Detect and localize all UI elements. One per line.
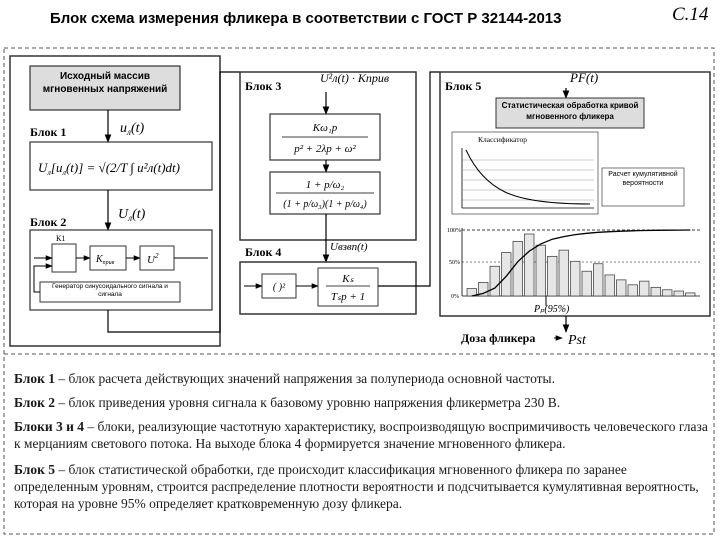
block4-label: Блок 4	[245, 245, 282, 259]
block2-signal: $U_л(t)$	[118, 207, 146, 223]
block1-signal: $u_л(t)$	[120, 121, 145, 137]
histogram-bar	[640, 281, 650, 296]
desc-block1: Блок 1 – блок расчета действующих значений напряжения за полупериода основной частоты.	[14, 371, 556, 386]
classifier-levels	[462, 160, 594, 200]
switch-k1	[52, 244, 76, 272]
generator-label: Генератор синусоидального сигнала и сигнала	[52, 283, 168, 298]
classifier-box	[452, 132, 598, 214]
histogram-bar	[594, 264, 604, 296]
ytick-0: 0%	[451, 294, 459, 300]
histogram-bar	[502, 253, 512, 296]
histogram-bar	[663, 290, 673, 296]
tf2-den: (1 + p/ω₃)(1 + p/ω₄)	[283, 199, 367, 210]
histogram-bar	[490, 266, 500, 296]
pf-label: PF(t)	[570, 70, 599, 85]
desc-block2: Блок 2 – блок приведения уровня сигнала к базовому уровню напряжения фликерметра 230 В.	[14, 395, 561, 410]
block3-label: Блок 3	[245, 79, 282, 93]
tf1-num: Kω₁p	[312, 122, 338, 134]
histogram-bar	[582, 271, 592, 296]
block4-tf-num: Kₛ	[342, 273, 354, 285]
block4-square-label: ( )²	[272, 282, 286, 293]
desc-block3-4: Блоки 3 и 4 – блоки, реализующие частотную характеристику, воспроизводящую воспримичивость человеческого глаза к мерцаниям светового потока. На выходе блока 4 формируется значение мгновенного фликера.	[14, 419, 708, 451]
ytick-50: 50%	[449, 260, 460, 266]
histogram	[447, 228, 700, 300]
histogram-bar	[571, 261, 581, 296]
block1-formula: $U_л[u_л(t)] = √(2/T$ ∫ u²л(t)dt)	[38, 160, 180, 177]
page-number: С.14	[672, 4, 709, 25]
cumulative-label: Расчет кумулятивной вероятности	[608, 171, 678, 187]
pst-label: Pst	[568, 333, 586, 348]
histogram-bar	[513, 241, 523, 296]
stat-title: Статистическая обработка кривой мгновенного фликера	[501, 101, 639, 121]
histogram-bar	[605, 275, 615, 296]
dose-label: Доза фликера	[461, 331, 536, 345]
block4-input: Uвзвп(t)	[330, 241, 368, 253]
tf2-num: 1 + p/ω₂	[305, 179, 345, 191]
histogram-bar	[686, 293, 696, 296]
block1-label: Блок 1	[30, 125, 67, 139]
kprive-label: $K_{прив}$	[96, 254, 115, 266]
square-label: $U^2$	[147, 252, 159, 266]
classifier-curve	[466, 150, 590, 204]
histogram-bar	[559, 250, 569, 296]
page-title: Блок схема измерения фликера в соответствии с ГОСТ Р 32144-2013	[50, 10, 562, 27]
block4-tf-den: Tₛp + 1	[330, 291, 366, 303]
k1-label: К1	[56, 234, 66, 243]
tf1-den: p² + 2λp + ω²	[294, 143, 356, 155]
block3-frame	[240, 72, 416, 240]
block2-label: Блок 2	[30, 215, 67, 229]
ytick-100: 100%	[447, 228, 461, 234]
histogram-bar	[674, 291, 684, 296]
histogram-bar	[617, 280, 627, 296]
block5-label: Блок 5	[445, 79, 482, 93]
desc-block5: Блок 5 – блок статистической обработки, где происходит классификация мгновенного фликера по заранее определенным уровням, строится распределение плотности вероятности и подсчитывается кумулятивная вероятность, которая на уровне 95% определяет кратковременную дозу фликера.	[14, 462, 699, 511]
histogram-bar	[525, 234, 535, 296]
classifier-label: Классификатор	[478, 135, 527, 144]
p95-label: Pₚ(95%)	[534, 304, 570, 315]
block3-input: U²л(t) · Kприв	[320, 71, 390, 85]
histogram-bar	[548, 256, 558, 296]
input-array-label: Исходный массив мгновенных напряжений	[42, 71, 168, 95]
histogram-bar	[651, 287, 661, 296]
histogram-bar	[536, 245, 546, 296]
histogram-bar	[628, 285, 638, 296]
